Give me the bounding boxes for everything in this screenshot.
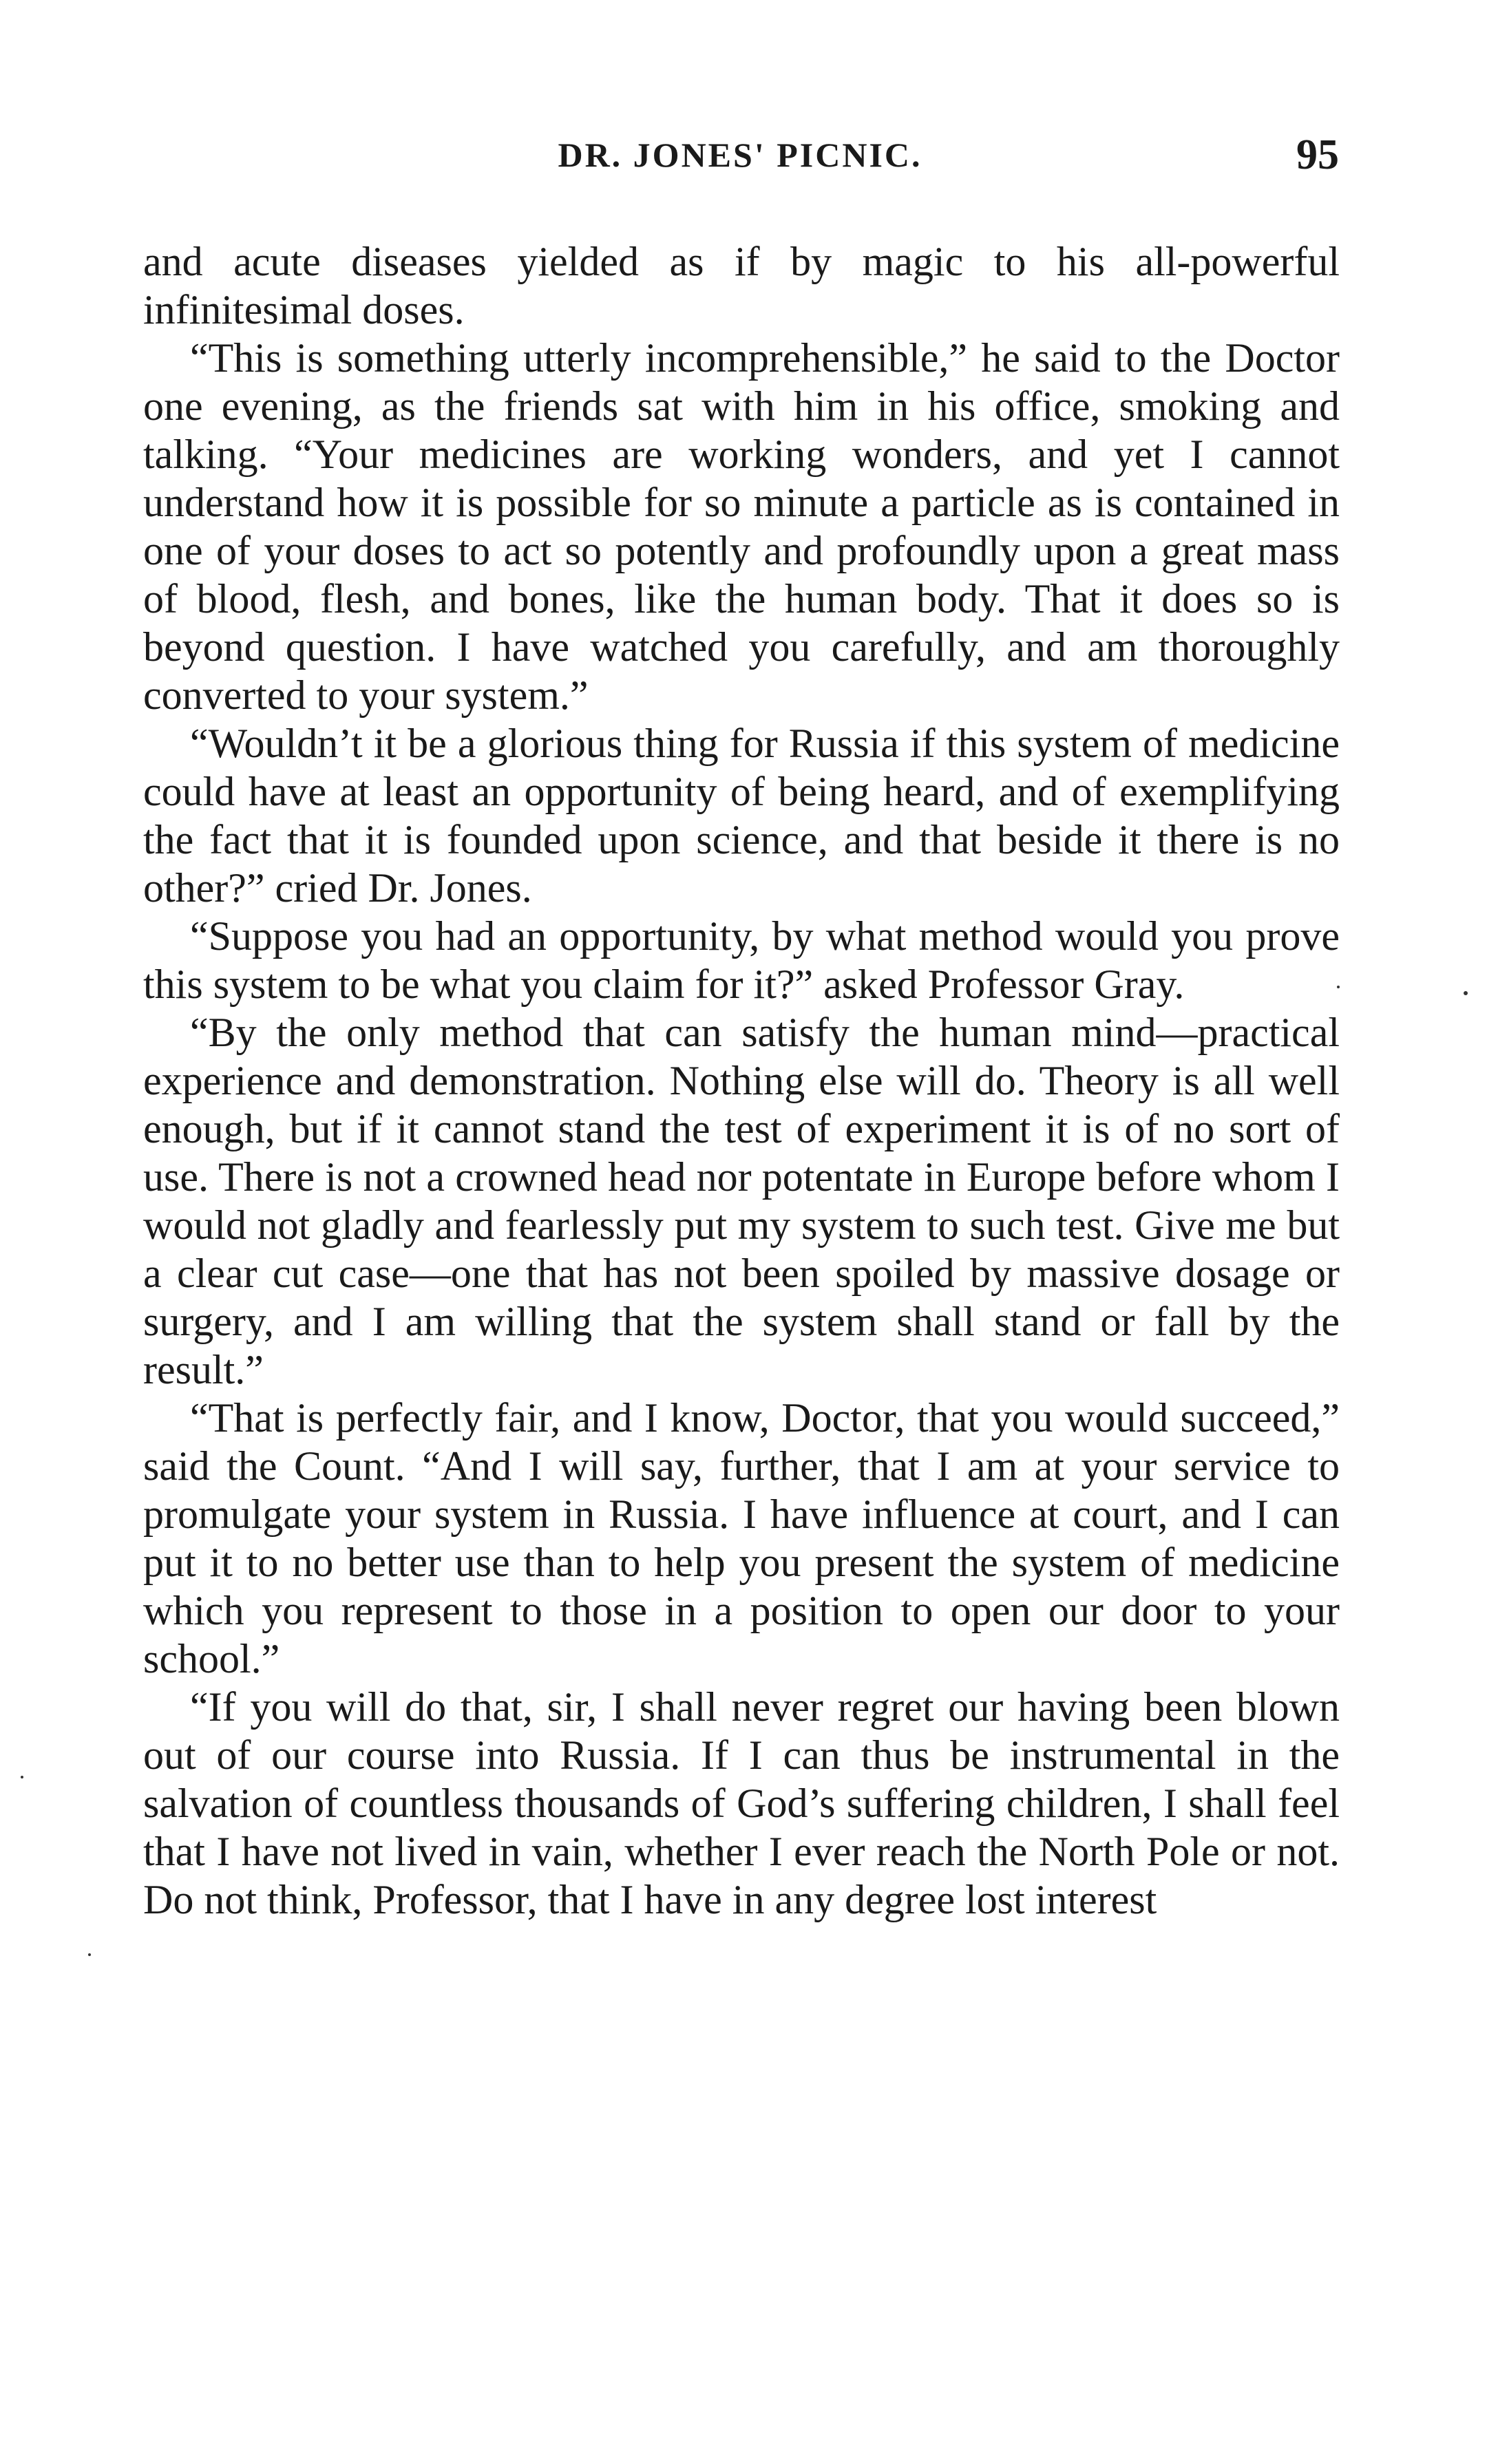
paragraph: “That is perfectly fair, and I know, Doctor, that you would succeed,” said the Count. “And I will say, further, that I am at your service to promulgate your system in Russia. I have influence at court, and I can put it to no better use than to help you present the system of medicine which you represent to those in a position to open our door to your school.” [143, 1395, 1340, 1681]
print-speck [1337, 986, 1340, 988]
paragraph: “If you will do that, sir, I shall never regret our having been blown out of our course into Russia. If I can thus be instrumental in the salvation of countless thousands of God’s suffering children, I shall feel that I have not lived in vain, whether I ever reach the North Pole or not. Do not think, Professor, that I have in any degree lost interest [143, 1684, 1340, 1922]
print-speck [21, 1776, 23, 1778]
paragraph: and acute diseases yielded as if by magic to his all-powerful infinitesimal doses. [143, 239, 1340, 332]
paragraph: “Wouldn’t it be a glorious thing for Russia if this system of medicine could have at least an opportunity of being heard, and of exemplifying the fact that it is founded upon science, and that beside it there is no other?” cried Dr. Jones. [143, 721, 1340, 911]
print-speck [1464, 991, 1468, 995]
running-title: DR. JONES' PICNIC. [558, 136, 922, 174]
paragraph: “Suppose you had an opportunity, by what method would you prove this system to be what you claim for it?” asked Professor Gray. [143, 913, 1340, 1007]
body-text [143, 237, 1340, 1924]
paragraph: “This is something utterly incomprehensible,” he said to the Doctor one evening, as the friends sat with him in his office, smoking and talking. “Your medicines are working wonders, and yet I cannot understand how it is possible for so minute a particle as is contained in one of your doses to act so potently and profoundly upon a great mass of blood, flesh, and bones, like the human body. That it does so is beyond question. I have watched you carefully, and am thoroughly converted to your system.” [143, 335, 1340, 718]
running-head [141, 131, 1339, 186]
paragraph: “By the only method that can satisfy the human mind—practical experience and demonstration. Nothing else will do. Theory is all well enough, but if it cannot stand the test of experiment it is of no sort of use. There is not a crowned head nor potentate in Europe before whom I would not gladly and fearlessly put my system to such test. Give me but a clear cut case—one that has not been spoiled by massive dosage or surgery, and I am willing that the system shall stand or fall by the result.” [143, 1010, 1340, 1392]
print-speck [88, 1953, 91, 1956]
page-number: 95 [1296, 131, 1339, 178]
